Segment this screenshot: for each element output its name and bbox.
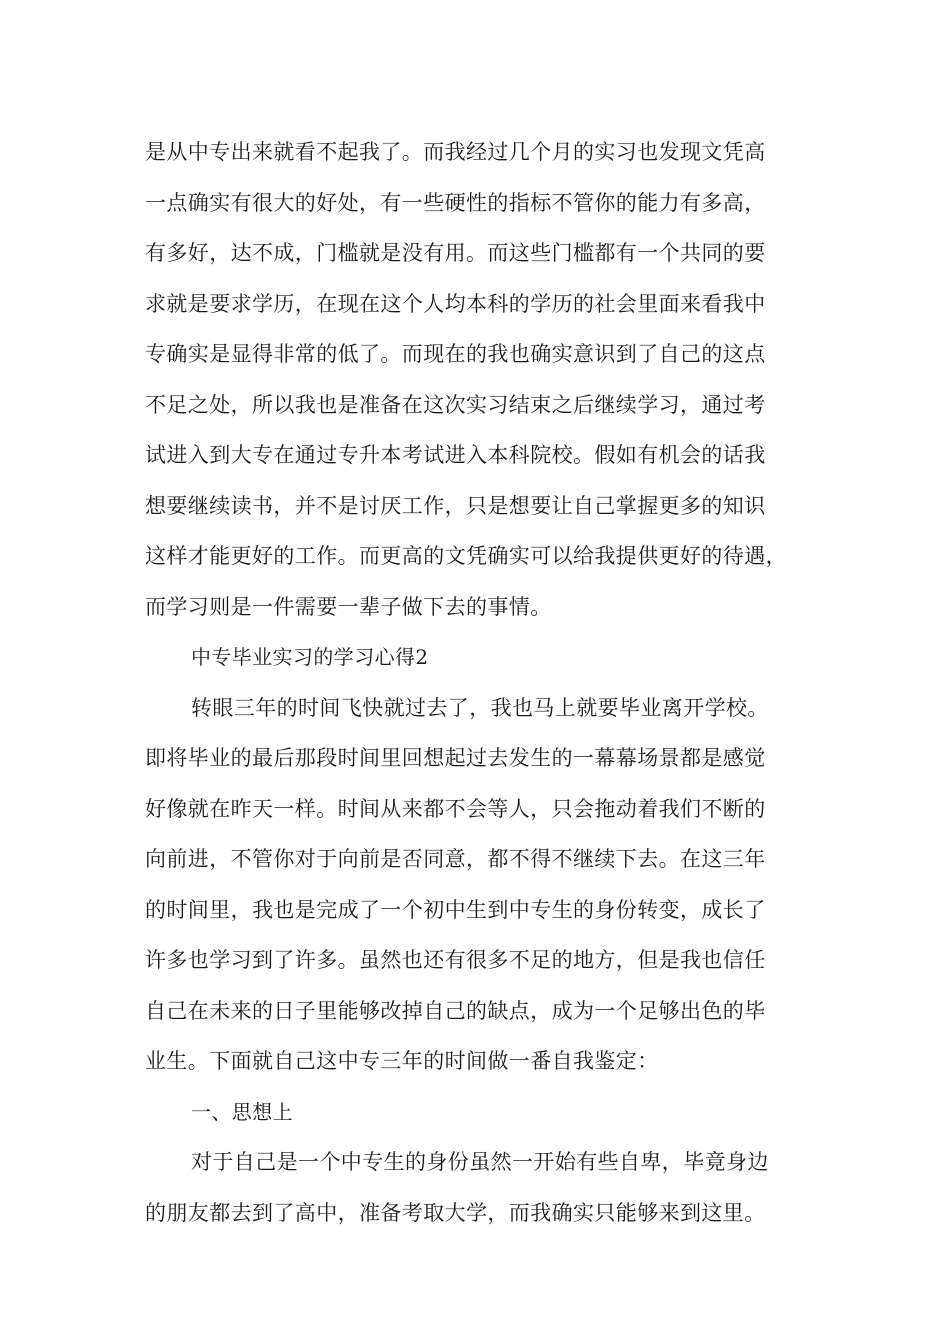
text-line: 试进入到大专在通过专升本考试进入本科院校。假如有机会的话我 (145, 443, 766, 467)
section-heading: 一、思想上 (191, 1099, 293, 1124)
text-line: 自己在未来的日子里能够改掉自己的缺点，成为一个足够出色的毕 (145, 998, 766, 1023)
text-line: 是从中专出来就看不起我了。而我经过几个月的实习也发现文凭高 (145, 140, 766, 164)
text-line: 的朋友都去到了高中，准备考取大学，而我确实只能够来到这里。 (145, 1200, 766, 1225)
text-line: 有多好，达不成，门槛就是没有用。而这些门槛都有一个共同的要 (145, 241, 766, 265)
text-line: 不足之处，所以我也是准备在这次实习结束之后继续学习，通过考 (145, 392, 766, 417)
text-line: 转眼三年的时间飞快就过去了，我也马上就要毕业离开学校。 (191, 695, 769, 720)
text-line: 好像就在昨天一样。时间从来都不会等人，只会拖动着我们不断的 (145, 796, 766, 821)
text-line: 业生。下面就自己这中专三年的时间做一番自我鉴定： (145, 1049, 659, 1073)
text-line: 一点确实有很大的好处，有一些硬性的指标不管你的能力有多高， (145, 190, 766, 215)
text-line: 求就是要求学历，在现在这个人均本科的学历的社会里面来看我中 (145, 291, 766, 316)
text-line: 而学习则是一件需要一辈子做下去的事情。 (145, 594, 552, 619)
document-body (145, 127, 810, 1238)
paragraph (145, 683, 810, 1087)
text-line: 专确实是显得非常的低了。而现在的我也确实意识到了自己的这点 (145, 342, 766, 366)
text-line: 即将毕业的最后那段时间里回想起过去发生的一幕幕场景都是感觉 (145, 746, 766, 770)
text-line: 对于自己是一个中专生的身份虽然一开始有些自卑，毕竟身边 (191, 1150, 769, 1174)
paragraph (145, 1137, 810, 1238)
section-heading: 中专毕业实习的学习心得2 (191, 645, 429, 669)
paragraph (145, 127, 810, 632)
text-line: 这样才能更好的工作。而更高的文凭确实可以给我提供更好的待遇， (145, 544, 787, 568)
text-line: 许多也学习到了许多。虽然也还有很多不足的地方，但是我也信任 (145, 948, 766, 972)
text-line: 向前进，不管你对于向前是否同意，都不得不继续下去。在这三年 (145, 847, 766, 871)
text-line: 的时间里，我也是完成了一个初中生到中专生的身份转变，成长了 (145, 897, 766, 922)
text-line: 想要继续读书，并不是讨厌工作，只是想要让自己掌握更多的知识 (145, 493, 766, 518)
